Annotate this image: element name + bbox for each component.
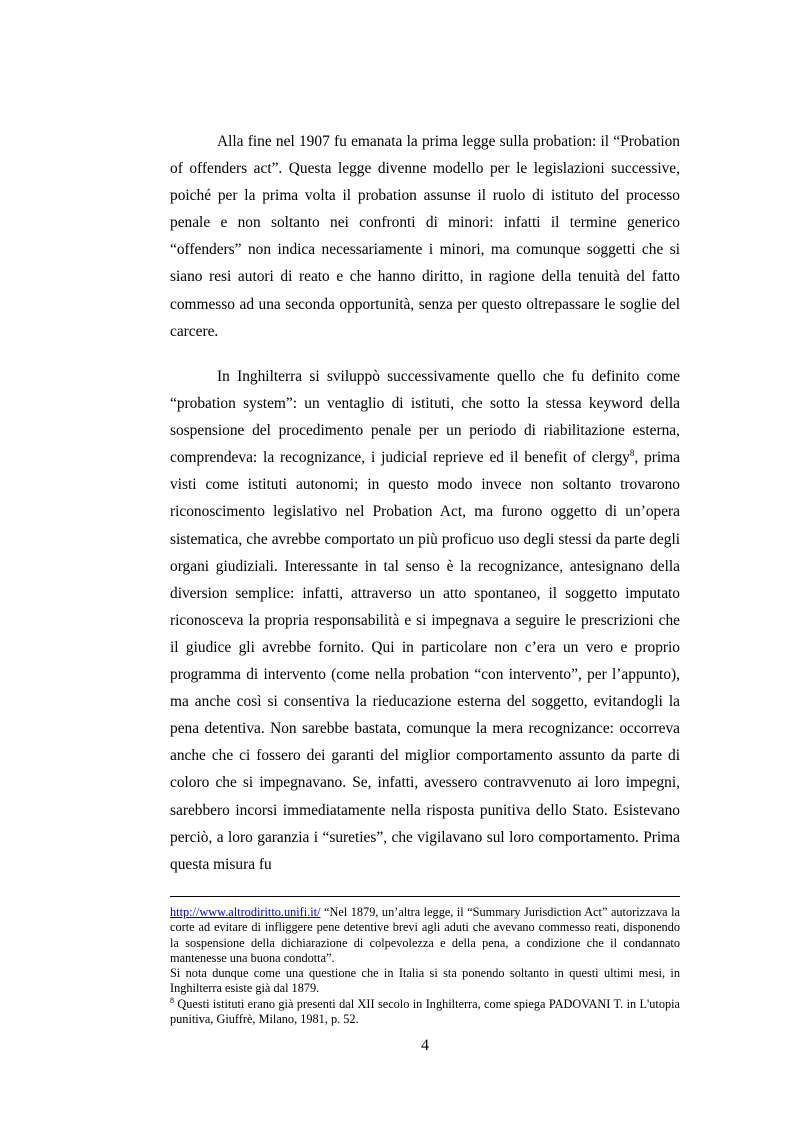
paragraph-probation-act: Alla fine nel 1907 fu emanata la prima legge sulla probation: il “Probation of offenders act”. Questa legge divenne modello per le legislazioni successive, poiché per la prima volta il probation assunse il ruolo di istituto del processo penale e non soltanto nei confronti di minori: infatti il termine generico “offenders” non indica necessariamente i minori, ma comunque soggetti che si siano resi autori di reato e che hanno diritto, in ragione della tenuità del fatto commesso ad una seconda opportunità, senza per questo oltrepassare le soglie del carcere. — [170, 133, 680, 340]
footnote-link[interactable]: http://www.altrodiritto.unifi.it/ — [170, 905, 321, 919]
footnote-continued-text: “Nel 1879, un’altra legge, il “Summary Jurisdiction Act” autorizzava la corte ad evitare di infliggere pene detentive brevi agli aduti che avevano commesso reati, disponendo la sospensione della dichiarazione di colpevolezza e della pena, a condizione che il condannato mantenesse una buona condotta”. — [170, 905, 680, 965]
paragraph-text-part-1: In Inghilterra si sviluppò successivamente quello che fu definito come “probation system”: un ventaglio di istituti, che sotto la stessa keyword della sospensione del procedimento penale per un periodo di riabilitazione esterna, comprendeva: la recognizance, i judicial reprieve ed il benefit of clergy — [170, 368, 680, 467]
footnote-8-number: 8 — [170, 995, 174, 1005]
footnote-remark: Si nota dunque come una questione che in Italia si sta ponendo soltanto in questi ultimi mesi, in Inghilterra esiste già dal 1879. — [170, 966, 680, 996]
footnote-reference-8[interactable]: 8 — [629, 448, 635, 459]
footnote-continued — [170, 905, 680, 966]
body-text-block-2 — [170, 363, 680, 878]
footnote-8 — [170, 997, 680, 1028]
footnote-8-text: Questi istituti erano già presenti dal XII secolo in Inghilterra, come spiega PADOVANI T. in L'utopia punitiva, Giuffrè, Milano, 1981, p. 52. — [170, 996, 680, 1027]
paragraph-probation-system — [170, 363, 680, 878]
footnote-separator — [170, 896, 680, 897]
footnotes — [170, 905, 680, 1027]
paragraph-text-part-2: , prima visti come istituti autonomi; in questo modo invece non soltanto trovarono riconoscimento legislativo nel Probation Act, ma furono oggetto di un’opera sistematica, che avrebbe comportato un più proficuo uso degli stessi da parte degli organi giudiziali. Interessante in tal senso è la recognizance, antesignano della diversion semplice: infatti, attraverso un atto spontaneo, il soggetto imputato riconosceva la propria responsabilità e si impegnava a seguire le prescrizioni che il giudice gli avrebbe fornito. Qui in particolare non c’era un vero e proprio programma di intervento (come nella probation “con intervento”, per l’appunto), ma anche così si consentiva la rieducazione esterna del soggetto, evitandogli la pena detentiva. Non sarebbe bastata, comunque la mera recognizance: occorreva anche che ci fossero dei garanti del miglior comportamento assunto da parte di coloro che si impegnavano. Se, infatti, avessero contravvenuto ai loro impegni, sarebbero incorsi immediatamente nella risposta punitiva dello Stato. Esistevano perciò, a loro garanzia i “sureties”, che vigilavano sul loro comportamento. Prima questa misura fu — [170, 449, 680, 873]
body-text-block-1 — [170, 128, 680, 345]
page-number: 4 — [421, 1037, 429, 1054]
